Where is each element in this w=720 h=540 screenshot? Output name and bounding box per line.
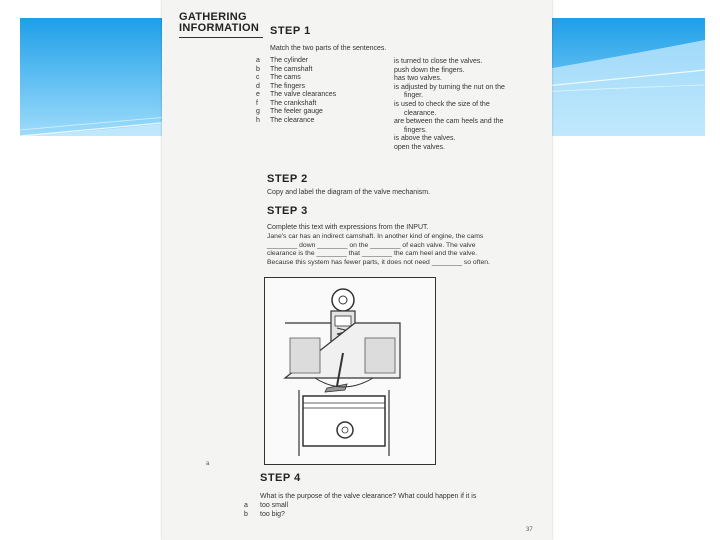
ending-item: is adjusted by turning the nut on the <box>394 83 505 91</box>
list-item: f The crankshaft <box>256 99 317 107</box>
list-item: b The camshaft <box>256 65 313 73</box>
paragraph-line: Because this system has fewer parts, it does not need ________ so often. <box>267 258 490 266</box>
paragraph-line: ________ down ________ on the ________ of each valve. The valve <box>267 241 476 249</box>
paragraph-line: clearance is the ________ that ________ the cam heel and the valve. <box>267 250 478 258</box>
list-item: c The cams <box>256 74 301 81</box>
step1-instruction: Match the two parts of the sentences. <box>270 45 387 52</box>
step4-title: STEP 4 <box>260 472 301 484</box>
page-number: 37 <box>526 527 533 533</box>
ending-item: clearance. <box>404 109 437 117</box>
step1-endings <box>394 58 534 153</box>
list-item: g The feeler gauge <box>256 108 323 115</box>
ending-item: is used to check the size of the <box>394 100 490 108</box>
list-item: e The valve clearances <box>256 91 337 98</box>
ending-item: open the valves. <box>394 143 445 151</box>
step3-instruction: Complete this text with expressions from the INPUT. <box>267 224 429 231</box>
paragraph-line: Jane's car has an indirect camshaft. In another kind of engine, the cams <box>267 233 484 240</box>
ending-item: are between the cam heels and the <box>394 118 504 126</box>
step1-list <box>256 57 336 125</box>
step2-title: STEP 2 <box>267 173 308 185</box>
list-item: h The clearance <box>256 116 315 124</box>
margin-marker: a <box>206 461 210 467</box>
step4-question-text: What is the purpose of the valve clearance? What could happen if it is <box>260 493 477 500</box>
list-item: b too big? <box>244 511 285 518</box>
ending-item: is above the valves. <box>394 135 456 143</box>
ending-item: finger. <box>404 92 424 100</box>
section-title <box>179 12 259 34</box>
step3-title: STEP 3 <box>267 205 308 217</box>
ending-item: push down the fingers. <box>394 66 465 74</box>
list-item: a too small <box>244 502 289 509</box>
ending-item: has two valves. <box>394 75 442 83</box>
section-title-line2: INFORMATION <box>179 22 260 34</box>
section-title-line1: GATHERING <box>179 11 247 23</box>
step2-instruction: Copy and label the diagram of the valve mechanism. <box>267 189 431 196</box>
title-underline <box>179 37 263 38</box>
step1-title: STEP 1 <box>270 25 311 37</box>
step4-question <box>244 492 477 519</box>
scanned-page <box>162 0 552 540</box>
ending-item: is turned to close the valves. <box>394 58 483 65</box>
ending-item: fingers. <box>404 126 427 134</box>
list-item: d The fingers <box>256 82 306 90</box>
valve-mechanism-diagram <box>264 277 436 465</box>
step3-paragraph <box>267 233 547 267</box>
list-item: a The cylinder <box>256 57 309 64</box>
